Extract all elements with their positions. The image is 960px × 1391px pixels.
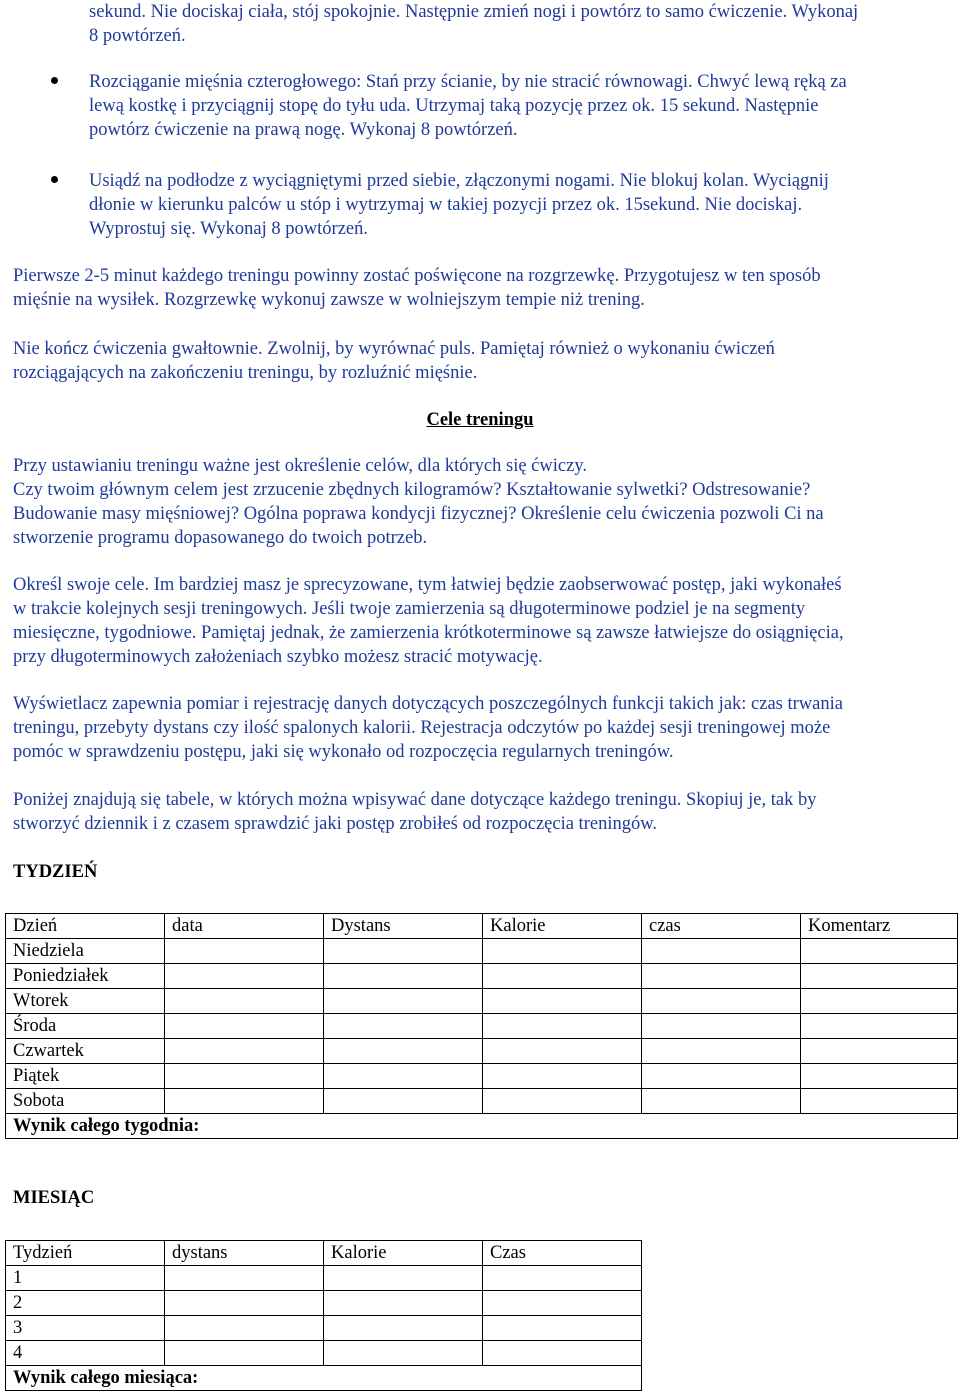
empty-cell[interactable]: [483, 1089, 642, 1114]
table-row: [6, 964, 958, 989]
bullet-dot: [51, 176, 58, 183]
empty-cell[interactable]: [165, 1064, 324, 1089]
table-header-cell: Dzień: [6, 914, 165, 939]
empty-cell[interactable]: [324, 1064, 483, 1089]
bullet-line: powtórz ćwiczenie na prawą nogę. Wykonaj 8 powtórzeń.: [89, 120, 518, 140]
month-total-label: Wynik całego miesiąca:: [6, 1366, 642, 1391]
continuation-line: 8 powtórzeń.: [89, 26, 186, 46]
empty-cell[interactable]: [642, 1039, 801, 1064]
empty-cell[interactable]: [801, 964, 958, 989]
empty-cell[interactable]: [324, 989, 483, 1014]
empty-cell[interactable]: [483, 1039, 642, 1064]
table-header-cell: Kalorie: [324, 1241, 483, 1266]
bullet-line: dłonie w kierunku palców u stóp i wytrzymaj w takiej pozycji przez ok. 15sekund. Nie dociskaj.: [89, 195, 803, 215]
empty-cell[interactable]: [324, 964, 483, 989]
table-header-row: [6, 914, 958, 939]
table-header-cell: data: [165, 914, 324, 939]
paragraph-line: Budowanie masy mięśniowej? Ogólna poprawa kondycji fizycznej? Określenie celu ćwiczenia pozwoli Ci na: [13, 504, 824, 524]
empty-cell[interactable]: [483, 1341, 642, 1366]
day-cell: Środa: [6, 1014, 165, 1039]
paragraph-line: mięśnie na wysiłek. Rozgrzewkę wykonuj zawsze w wolniejszym tempie niż trening.: [13, 290, 645, 310]
empty-cell[interactable]: [165, 1039, 324, 1064]
empty-cell[interactable]: [483, 939, 642, 964]
empty-cell[interactable]: [483, 964, 642, 989]
table-total-row: [6, 1114, 958, 1139]
paragraph-line: przy długoterminowych założeniach szybko możesz stracić motywację.: [13, 647, 543, 667]
table-row: [6, 1341, 642, 1366]
empty-cell[interactable]: [165, 939, 324, 964]
empty-cell[interactable]: [165, 1291, 324, 1316]
week-total-label: Wynik całego tygodnia:: [6, 1114, 958, 1139]
continuation-line: sekund. Nie dociskaj ciała, stój spokojnie. Następnie zmień nogi i powtórz to samo ćwiczenie. Wykonaj: [89, 2, 859, 22]
empty-cell[interactable]: [483, 1291, 642, 1316]
empty-cell[interactable]: [324, 939, 483, 964]
empty-cell[interactable]: [642, 1089, 801, 1114]
empty-cell[interactable]: [324, 1316, 483, 1341]
table-header-cell: dystans: [165, 1241, 324, 1266]
paragraph-line: Określ swoje cele. Im bardziej masz je sprecyzowane, tym łatwiej będzie zaobserwować postęp, jaki wykonałeś: [13, 575, 842, 595]
empty-cell[interactable]: [642, 939, 801, 964]
day-cell: Wtorek: [6, 989, 165, 1014]
table-total-row: [6, 1366, 642, 1391]
empty-cell[interactable]: [165, 1089, 324, 1114]
empty-cell[interactable]: [165, 1266, 324, 1291]
day-cell: Niedziela: [6, 939, 165, 964]
paragraph-line: w trakcie kolejnych sesji treningowych. Jeśli twoje zamierzenia są długoterminowe podziel je na segmenty: [13, 599, 806, 619]
empty-cell[interactable]: [642, 989, 801, 1014]
bullet-item-quadriceps: [89, 70, 939, 142]
table-row: [6, 1014, 958, 1039]
paragraph-line: Nie kończ ćwiczenia gwałtownie. Zwolnij, by wyrównać puls. Pamiętaj również o wykonaniu ćwiczeń: [13, 339, 775, 359]
bullet-line: Rozciąganie mięśnia czterogłowego: Stań przy ścianie, by nie stracić równowagi. Chwyć lewą ręką za: [89, 72, 847, 92]
paragraph-line: Poniżej znajdują się tabele, w których można wpisywać dane dotyczące każdego treningu. Skopiuj je, tak by: [13, 790, 817, 810]
bullet-line: Wyprostuj się. Wykonaj 8 powtórzeń.: [89, 219, 368, 239]
table-header-cell: Tydzień: [6, 1241, 165, 1266]
table-row: [6, 939, 958, 964]
empty-cell[interactable]: [324, 1039, 483, 1064]
bullet-item-sitting-stretch: [89, 169, 939, 241]
empty-cell[interactable]: [483, 1064, 642, 1089]
empty-cell[interactable]: [165, 1316, 324, 1341]
table-row: [6, 1089, 958, 1114]
paragraph-tables-intro: [13, 788, 943, 836]
paragraph-line: miesięczne, tygodniowe. Pamiętaj jednak, że zamierzenia krótkoterminowe są zawsze łatwiejsze do osiągnięcia,: [13, 623, 844, 643]
table-row: [6, 989, 958, 1014]
table-row: [6, 1316, 642, 1341]
paragraph-line: Pierwsze 2-5 minut każdego treningu powinny zostać poświęcone na rozgrzewkę. Przygotujesz w ten sposób: [13, 266, 821, 286]
week-number-cell: 4: [6, 1341, 165, 1366]
table-header-cell: Komentarz: [801, 914, 958, 939]
empty-cell[interactable]: [801, 1014, 958, 1039]
week-number-cell: 1: [6, 1266, 165, 1291]
empty-cell[interactable]: [642, 964, 801, 989]
paragraph-line: stworzenie programu dopasowanego do twoich potrzeb.: [13, 528, 428, 548]
empty-cell[interactable]: [483, 1316, 642, 1341]
empty-cell[interactable]: [324, 1014, 483, 1039]
empty-cell[interactable]: [642, 1064, 801, 1089]
heading-month: MIESIĄC: [13, 1188, 95, 1208]
continuation-text: [89, 0, 939, 48]
month-table: [5, 1240, 642, 1391]
heading-week: TYDZIEŃ: [13, 862, 98, 882]
table-header-row: [6, 1241, 642, 1266]
paragraph-line: Wyświetlacz zapewnia pomiar i rejestrację danych dotyczących poszczególnych funkcji takich jak: czas trwania: [13, 694, 843, 714]
paragraph-warmup: [13, 264, 943, 312]
week-number-cell: 3: [6, 1316, 165, 1341]
table-row: [6, 1266, 642, 1291]
empty-cell[interactable]: [801, 1089, 958, 1114]
paragraph-goals-intro: [13, 454, 943, 550]
day-cell: Czwartek: [6, 1039, 165, 1064]
empty-cell[interactable]: [324, 1341, 483, 1366]
empty-cell[interactable]: [483, 1266, 642, 1291]
week-number-cell: 2: [6, 1291, 165, 1316]
bullet-line: Usiądź na podłodze z wyciągniętymi przed siebie, złączonymi nogami. Nie blokuj kolan. Wyciągnij: [89, 171, 829, 191]
empty-cell[interactable]: [165, 989, 324, 1014]
week-table: [5, 913, 958, 1139]
day-cell: Piątek: [6, 1064, 165, 1089]
empty-cell[interactable]: [483, 989, 642, 1014]
empty-cell[interactable]: [642, 1014, 801, 1039]
table-row: [6, 1291, 642, 1316]
paragraph-line: Przy ustawianiu treningu ważne jest określenie celów, dla których się ćwiczy.: [13, 456, 587, 476]
empty-cell[interactable]: [324, 1291, 483, 1316]
empty-cell[interactable]: [483, 1014, 642, 1039]
empty-cell[interactable]: [165, 1341, 324, 1366]
day-cell: Poniedziałek: [6, 964, 165, 989]
empty-cell[interactable]: [324, 1089, 483, 1114]
table-row: [6, 1064, 958, 1089]
empty-cell[interactable]: [165, 964, 324, 989]
table-header-cell: Kalorie: [483, 914, 642, 939]
paragraph-line: rozciągających na zakończeniu treningu, by rozluźnić mięśnie.: [13, 363, 478, 383]
empty-cell[interactable]: [801, 1064, 958, 1089]
paragraph-line: stworzyć dziennik i z czasem sprawdzić jaki postęp zrobiłeś od rozpoczęcia treningów.: [13, 814, 657, 834]
heading-goals: Cele treningu: [426, 410, 534, 430]
table-header-cell: czas: [642, 914, 801, 939]
empty-cell[interactable]: [165, 1014, 324, 1039]
paragraph-line: pomóc w sprawdzeniu postępu, jaki się wykonało od rozpoczęcia regularnych treningów.: [13, 742, 674, 762]
paragraph-goals-define: [13, 573, 943, 669]
empty-cell[interactable]: [801, 939, 958, 964]
paragraph-line: Czy twoim głównym celem jest zrzucenie zbędnych kilogramów? Kształtowanie sylwetki? Odstresowanie?: [13, 480, 811, 500]
bullet-dot: [51, 77, 58, 84]
paragraph-line: treningu, przebyty dystans czy ilość spalonych kalorii. Rejestracja odczytów po każdej sesji treningowej może: [13, 718, 831, 738]
bullet-line: lewą kostkę i przyciągnij stopę do tyłu uda. Utrzymaj taką pozycję przez ok. 15 sekund. Następnie: [89, 96, 819, 116]
table-header-cell: Czas: [483, 1241, 642, 1266]
day-cell: Sobota: [6, 1089, 165, 1114]
paragraph-display: [13, 692, 943, 764]
empty-cell[interactable]: [801, 989, 958, 1014]
empty-cell[interactable]: [801, 1039, 958, 1064]
table-row: [6, 1039, 958, 1064]
paragraph-cooldown: [13, 337, 943, 385]
empty-cell[interactable]: [324, 1266, 483, 1291]
table-header-cell: Dystans: [324, 914, 483, 939]
